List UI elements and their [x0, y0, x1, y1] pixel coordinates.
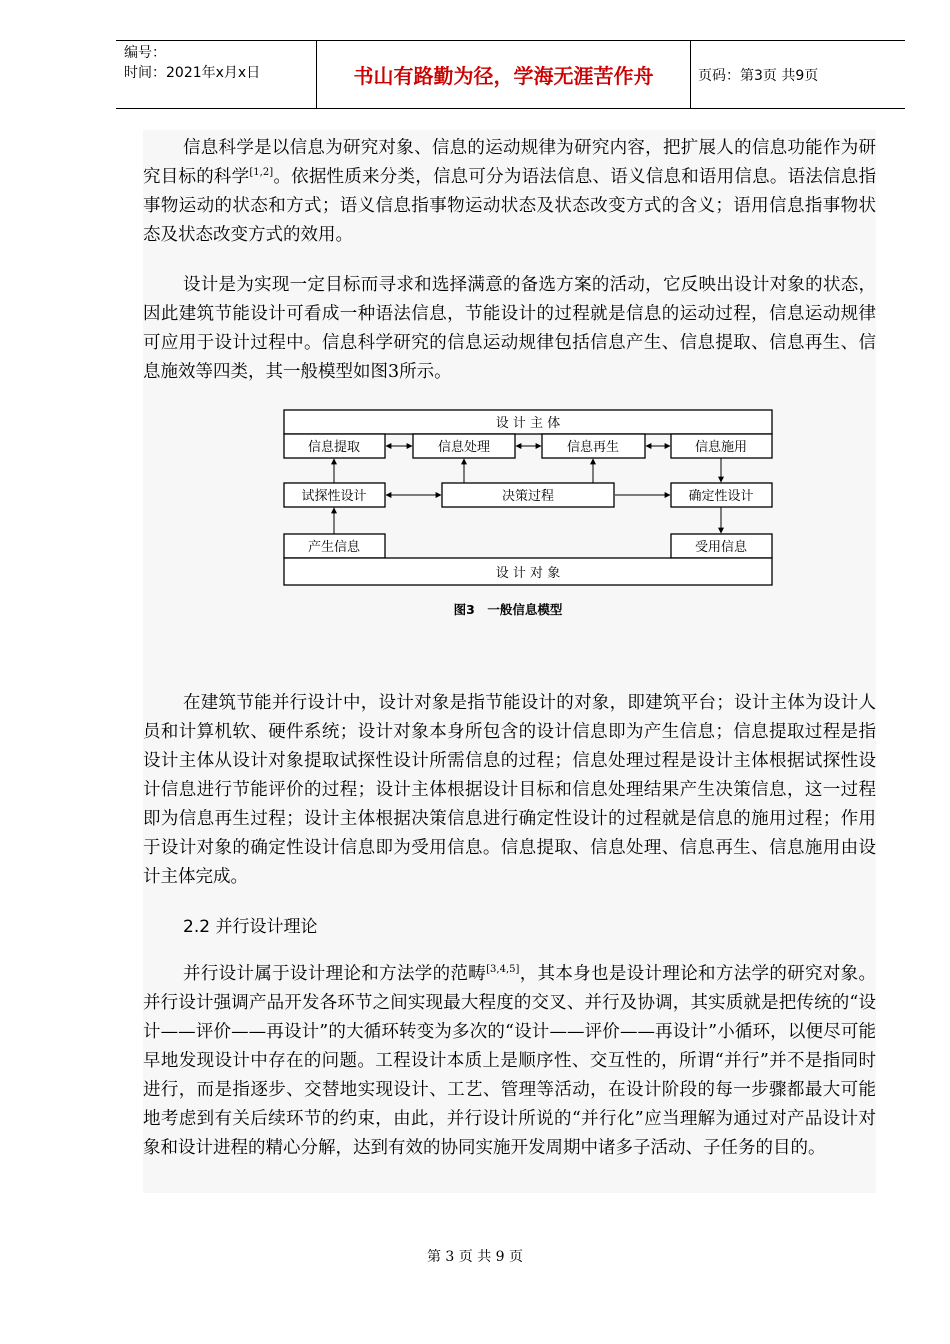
page-header — [116, 40, 905, 109]
process-label: 信息处理 — [437, 440, 491, 455]
doc-code-label: 编号： — [124, 45, 166, 61]
info-model-figure — [283, 407, 775, 622]
apply-label: 信息施用 — [694, 440, 748, 455]
regenerate-label: 信息再生 — [566, 440, 620, 455]
header-meta — [124, 43, 260, 83]
header-slogan: 书山有路勤为径，学海无涯苦作舟 — [316, 41, 691, 108]
extract-label: 信息提取 — [307, 440, 361, 455]
definite-design-label: 确定性设计 — [688, 489, 754, 504]
design-object-label: 设 计 对 象 — [495, 566, 561, 581]
paragraph-info-science: 信息科学是以信息为研究对象、信息的运动规律为研究内容，把扩展人的信息功能作为研究目标的科学[1,2]。依据性质来分类，信息可分为语法信息、语义信息和语用信息。语法信息指事物运动的状态和方式；语义信息指事物运动状态及状态改变方式的含义；语用信息指事物状态及状态改变方式的效用。 — [143, 138, 877, 245]
doc-time-label: 时间：2021年x月x日 — [124, 65, 261, 81]
section-heading-2-2: 2.2 并行设计理论 — [183, 917, 318, 937]
paragraph-concurrent-design-theory: 并行设计属于设计理论和方法学的范畴[3,4,5]，其本身也是设计理论和方法学的研究对象。并行设计强调产品开发各环节之间实现最大程度的交叉、并行及协调，其实质就是把传统的“设计——评价——再设计”的大循环转变为多次的“设计——评价——再设计”小循环，以便尽可能早地发现设计中存在的问题。工程设计本质上是顺序性、交互性的，所谓“并行”并不是指同时进行，而是指逐步、交替地实现设计、工艺、管理等活动，在设计阶段的每一步骤都最大可能地考虑到有关后续环节的约束，由此，并行设计所说的“并行化”应当理解为通过对产品设计对象和设计进程的精心分解，达到有效的协同实施开发周期中诸多子活动、子任务的目的。 — [143, 964, 877, 1158]
document-body — [143, 130, 876, 1193]
decision-label: 决策过程 — [501, 489, 555, 504]
page-footer: 第 3 页 共 9 页 — [426, 1249, 524, 1265]
receive-label: 受用信息 — [694, 540, 748, 555]
citation: [1,2] — [249, 167, 274, 179]
citation: [3,4,5] — [486, 964, 520, 976]
paragraph-concurrent-design-info: 在建筑节能并行设计中，设计对象是指节能设计的对象，即建筑平台；设计主体为设计人员和计算机软、硬件系统；设计对象本身所包含的设计信息即为产生信息；信息提取过程是指设计主体从设计对象提取试探性设计所需信息的过程；信息处理过程是设计主体根据试探性设计信息进行节能评价的过程；设计主体根据设计目标和信息处理结果产生决策信息，这一过程即为信息再生过程；设计主体根据决策信息进行确定性设计的过程就是信息的施用过程；作用于设计对象的确定性设计信息即为受用信息。信息提取、信息处理、信息再生、信息施用由设计主体完成。 — [143, 693, 876, 887]
trial-design-label: 试探性设计 — [301, 489, 367, 504]
figure-caption: 图3 一般信息模型 — [453, 602, 563, 617]
paragraph-design-info: 设计是为实现一定目标而寻求和选择满意的备选方案的活动，它反映出设计对象的状态，因此建筑节能设计可看成一种语法信息，节能设计的过程就是信息的运动过程，信息运动规律可应用于设计过程中。信息科学研究的信息运动规律包括信息产生、信息提取、信息再生、信息施效等四类，其一般模型如图3所示。 — [143, 275, 876, 382]
design-subject-label: 设 计 主 体 — [495, 416, 561, 431]
produce-label: 产生信息 — [307, 540, 361, 555]
header-page-label: 页码：第3页 共9页 — [698, 68, 819, 84]
